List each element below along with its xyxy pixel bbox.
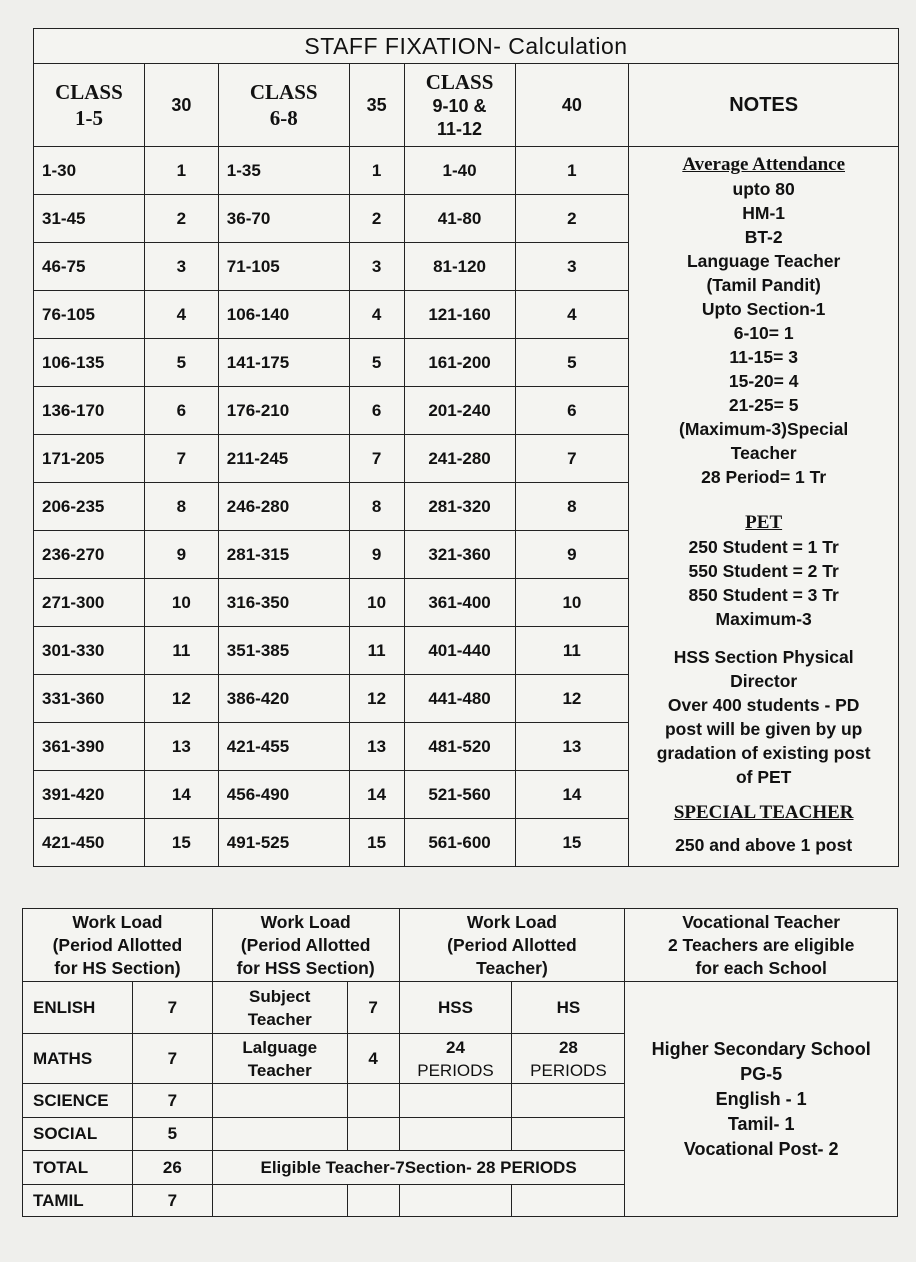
note-line: 250 and above 1 post — [675, 835, 853, 855]
range-class-1-5: 391-420 — [34, 771, 145, 819]
header-class-range: 9-10 & — [432, 96, 487, 116]
teachers-class-1-5: 9 — [144, 531, 218, 579]
header-class-range: 6-8 — [269, 106, 298, 130]
teachers-class-6-8: 14 — [349, 771, 404, 819]
teachers-class-1-5: 4 — [144, 291, 218, 339]
range-class-9-12: 401-440 — [404, 627, 515, 675]
header-line: Work Load — [260, 911, 351, 932]
workload-hs-header — [23, 909, 213, 982]
teachers-class-9-12: 15 — [515, 819, 629, 867]
header-class-label: CLASS — [425, 70, 494, 94]
periods-value: 28 — [558, 1037, 578, 1057]
teachers-class-9-12: 1 — [515, 147, 629, 195]
workload-table — [22, 908, 898, 1217]
header-line: Vocational Teacher — [682, 911, 841, 932]
hs-periods — [512, 1034, 625, 1084]
header-line: Teacher) — [476, 957, 548, 978]
range-class-9-12: 41-80 — [404, 195, 515, 243]
eligible-line: Eligible Teacher-7Section- 28 PERIODS — [260, 1157, 577, 1177]
range-class-6-8: 71-105 — [218, 243, 349, 291]
subject-periods: 7 — [132, 1034, 212, 1084]
header-line: Work Load — [72, 911, 163, 932]
range-class-6-8: 211-245 — [218, 435, 349, 483]
range-class-6-8: 246-280 — [218, 483, 349, 531]
voc-line: Vocational Post- 2 — [683, 1138, 839, 1159]
note-line: Maximum-3 — [715, 609, 812, 629]
note-line: 6-10= 1 — [733, 323, 794, 343]
range-class-9-12: 121-160 — [404, 291, 515, 339]
range-class-6-8: 106-140 — [218, 291, 349, 339]
note-line: Teacher — [730, 443, 797, 463]
teachers-class-6-8: 13 — [349, 723, 404, 771]
teachers-class-1-5: 6 — [144, 387, 218, 435]
note-line: BT-2 — [744, 227, 783, 247]
range-class-6-8: 141-175 — [218, 339, 349, 387]
teachers-class-1-5: 8 — [144, 483, 218, 531]
subject-name: MATHS — [23, 1034, 133, 1084]
empty-cell — [399, 1084, 512, 1118]
range-class-1-5: 236-270 — [34, 531, 145, 579]
range-class-6-8: 1-35 — [218, 147, 349, 195]
range-class-9-12: 201-240 — [404, 387, 515, 435]
teachers-class-1-5: 2 — [144, 195, 218, 243]
hss-periods — [399, 1034, 512, 1084]
teachers-class-9-12: 2 — [515, 195, 629, 243]
header-class-range: 1-5 — [74, 106, 103, 130]
label-line: Teacher — [247, 1009, 312, 1029]
header-class-9-12 — [404, 64, 515, 147]
teachers-class-9-12: 11 — [515, 627, 629, 675]
header-class-1-5 — [34, 64, 145, 147]
teachers-class-6-8: 6 — [349, 387, 404, 435]
range-class-1-5: 46-75 — [34, 243, 145, 291]
voc-line: Higher Secondary School — [651, 1038, 871, 1059]
note-line: HSS Section Physical — [673, 647, 854, 667]
note-line: 550 Student = 2 Tr — [688, 561, 839, 581]
empty-cell — [347, 1185, 399, 1217]
range-class-6-8: 176-210 — [218, 387, 349, 435]
note-line: Upto Section-1 — [701, 299, 826, 319]
teachers-class-9-12: 14 — [515, 771, 629, 819]
range-class-1-5: 271-300 — [34, 579, 145, 627]
header-line: for HS Section) — [54, 957, 181, 978]
subject-teacher-value: 7 — [347, 982, 399, 1034]
teachers-class-1-5: 10 — [144, 579, 218, 627]
teachers-class-9-12: 7 — [515, 435, 629, 483]
language-teacher-label — [212, 1034, 347, 1084]
teachers-class-6-8: 7 — [349, 435, 404, 483]
range-class-9-12: 561-600 — [404, 819, 515, 867]
header-ratio-35: 35 — [349, 64, 404, 147]
note-line: (Maximum-3)Special — [679, 419, 849, 439]
voc-line: Tamil- 1 — [727, 1113, 795, 1134]
vocational-details — [625, 982, 898, 1217]
subject-name: TAMIL — [23, 1185, 133, 1217]
empty-cell — [347, 1084, 399, 1118]
range-class-1-5: 421-450 — [34, 819, 145, 867]
range-class-1-5: 171-205 — [34, 435, 145, 483]
range-class-6-8: 386-420 — [218, 675, 349, 723]
teachers-class-6-8: 3 — [349, 243, 404, 291]
header-ratio-40: 40 — [515, 64, 629, 147]
teachers-class-9-12: 5 — [515, 339, 629, 387]
note-line: 250 Student = 1 Tr — [688, 537, 839, 557]
note-line: of PET — [735, 767, 792, 787]
range-class-9-12: 321-360 — [404, 531, 515, 579]
empty-cell — [212, 1185, 347, 1217]
teachers-class-9-12: 4 — [515, 291, 629, 339]
range-class-1-5: 31-45 — [34, 195, 145, 243]
header-line: (Period Allotted — [447, 934, 577, 955]
header-notes: NOTES — [629, 64, 899, 147]
fixation-row — [34, 147, 899, 195]
teachers-class-1-5: 7 — [144, 435, 218, 483]
teachers-class-1-5: 15 — [144, 819, 218, 867]
empty-cell — [512, 1118, 625, 1151]
empty-cell — [399, 1118, 512, 1151]
teachers-class-1-5: 3 — [144, 243, 218, 291]
teachers-class-9-12: 3 — [515, 243, 629, 291]
empty-cell — [347, 1118, 399, 1151]
note-line: 21-25= 5 — [728, 395, 799, 415]
empty-cell — [512, 1185, 625, 1217]
label-line: Subject — [249, 986, 311, 1006]
notes-column — [629, 147, 899, 867]
subject-periods: 7 — [132, 1185, 212, 1217]
workload-teacher-header — [399, 909, 625, 982]
range-class-1-5: 361-390 — [34, 723, 145, 771]
range-class-9-12: 361-400 — [404, 579, 515, 627]
subject-name: ENLISH — [23, 982, 133, 1034]
range-class-6-8: 491-525 — [218, 819, 349, 867]
range-class-1-5: 76-105 — [34, 291, 145, 339]
range-class-9-12: 521-560 — [404, 771, 515, 819]
empty-cell — [512, 1084, 625, 1118]
range-class-9-12: 441-480 — [404, 675, 515, 723]
range-class-9-12: 81-120 — [404, 243, 515, 291]
teachers-class-6-8: 1 — [349, 147, 404, 195]
subject-teacher-label — [212, 982, 347, 1034]
teachers-class-6-8: 4 — [349, 291, 404, 339]
teachers-class-9-12: 6 — [515, 387, 629, 435]
header-line: 2 Teachers are eligible — [667, 934, 855, 955]
header-class-range: 11-12 — [437, 119, 483, 139]
language-teacher-value: 4 — [347, 1034, 399, 1084]
range-class-9-12: 281-320 — [404, 483, 515, 531]
teachers-class-6-8: 2 — [349, 195, 404, 243]
note-line: post will be given by up — [664, 719, 863, 739]
header-line: (Period Allotted — [240, 934, 371, 955]
table-title: STAFF FIXATION- Calculation — [34, 29, 899, 64]
voc-line: PG-5 — [740, 1063, 783, 1084]
periods-label: PERIODS — [417, 1060, 494, 1080]
average-attendance-heading: Average Attendance — [682, 154, 845, 175]
note-line: 850 Student = 3 Tr — [688, 585, 839, 605]
header-class-label: CLASS — [249, 80, 318, 104]
periods-label: PERIODS — [530, 1060, 607, 1080]
subject-name: SOCIAL — [23, 1118, 133, 1151]
col-hss: HSS — [399, 982, 512, 1034]
teachers-class-6-8: 9 — [349, 531, 404, 579]
teachers-class-9-12: 9 — [515, 531, 629, 579]
teachers-class-1-5: 14 — [144, 771, 218, 819]
pet-heading: PET — [745, 512, 783, 533]
note-line: Over 400 students - PD — [667, 695, 860, 715]
range-class-1-5: 1-30 — [34, 147, 145, 195]
teachers-class-6-8: 15 — [349, 819, 404, 867]
eligible-teacher-note — [212, 1151, 625, 1185]
subject-periods: 7 — [132, 982, 212, 1034]
range-class-1-5: 331-360 — [34, 675, 145, 723]
subject-periods: 26 — [132, 1151, 212, 1185]
range-class-1-5: 106-135 — [34, 339, 145, 387]
staff-fixation-table — [33, 28, 899, 867]
empty-cell — [399, 1185, 512, 1217]
header-line: Work Load — [466, 911, 557, 932]
teachers-class-6-8: 5 — [349, 339, 404, 387]
special-teacher-heading: SPECIAL TEACHER — [673, 802, 854, 823]
note-line: Director — [730, 671, 798, 691]
header-ratio-30: 30 — [144, 64, 218, 147]
header-line: for each School — [695, 957, 827, 978]
teachers-class-6-8: 11 — [349, 627, 404, 675]
range-class-6-8: 36-70 — [218, 195, 349, 243]
teachers-class-6-8: 10 — [349, 579, 404, 627]
subject-periods: 5 — [132, 1118, 212, 1151]
teachers-class-9-12: 8 — [515, 483, 629, 531]
teachers-class-1-5: 12 — [144, 675, 218, 723]
teachers-class-6-8: 12 — [349, 675, 404, 723]
range-class-6-8: 351-385 — [218, 627, 349, 675]
empty-cell — [212, 1118, 347, 1151]
empty-cell — [212, 1084, 347, 1118]
label-line: Teacher — [247, 1060, 312, 1080]
note-line: Language Teacher — [686, 251, 841, 271]
note-line: 11-15= 3 — [729, 347, 798, 367]
teachers-class-9-12: 10 — [515, 579, 629, 627]
teachers-class-1-5: 1 — [144, 147, 218, 195]
fixation-rows — [34, 147, 899, 867]
range-class-1-5: 301-330 — [34, 627, 145, 675]
range-class-6-8: 316-350 — [218, 579, 349, 627]
teachers-class-1-5: 13 — [144, 723, 218, 771]
header-line: for HSS Section) — [236, 957, 375, 978]
range-class-1-5: 206-235 — [34, 483, 145, 531]
col-hs: HS — [512, 982, 625, 1034]
note-line: (Tamil Pandit) — [706, 275, 821, 295]
range-class-6-8: 281-315 — [218, 531, 349, 579]
range-class-9-12: 241-280 — [404, 435, 515, 483]
workload-hss-header — [212, 909, 399, 982]
teachers-class-6-8: 8 — [349, 483, 404, 531]
subject-name: TOTAL — [23, 1151, 133, 1185]
teachers-class-9-12: 13 — [515, 723, 629, 771]
teachers-class-9-12: 12 — [515, 675, 629, 723]
header-class-6-8 — [218, 64, 349, 147]
note-line: 28 Period= 1 Tr — [701, 467, 827, 487]
subject-name: SCIENCE — [23, 1084, 133, 1118]
voc-line: English - 1 — [715, 1088, 807, 1109]
header-class-label: CLASS — [55, 80, 123, 104]
range-class-9-12: 161-200 — [404, 339, 515, 387]
teachers-class-1-5: 5 — [144, 339, 218, 387]
note-line: gradation of existing post — [656, 743, 871, 763]
range-class-6-8: 421-455 — [218, 723, 349, 771]
teachers-class-1-5: 11 — [144, 627, 218, 675]
vocational-header — [625, 909, 898, 982]
range-class-6-8: 456-490 — [218, 771, 349, 819]
header-line: (Period Allotted — [52, 934, 183, 955]
label-line: Lalguage — [242, 1037, 318, 1057]
note-line: 15-20= 4 — [728, 371, 799, 391]
periods-value: 24 — [446, 1037, 465, 1057]
subject-periods: 7 — [132, 1084, 212, 1118]
range-class-9-12: 481-520 — [404, 723, 515, 771]
range-class-1-5: 136-170 — [34, 387, 145, 435]
range-class-9-12: 1-40 — [404, 147, 515, 195]
note-line: HM-1 — [742, 203, 786, 223]
note-line: upto 80 — [732, 179, 795, 199]
